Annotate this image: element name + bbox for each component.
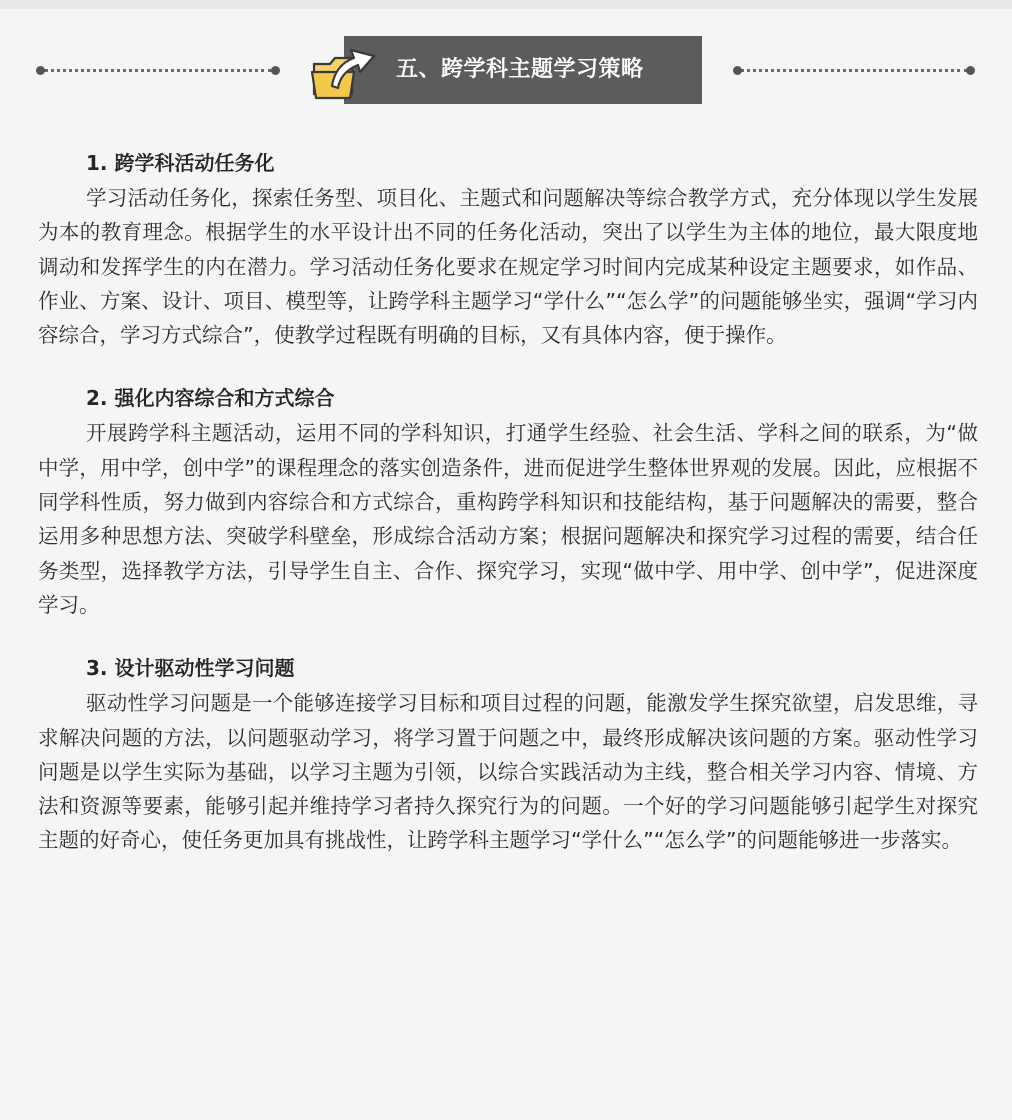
top-strip: [0, 0, 1012, 9]
section-2: [38, 380, 978, 622]
section-heading: 1. 跨学科活动任务化: [86, 151, 275, 175]
right-divider-end-dot: [733, 66, 742, 75]
section-paragraph: 开展跨学科主题活动，运用不同的学科知识，打通学生经验、社会生活、学科之间的联系，为“做中学，用中学，创中学”的课程理念的落实创造条件，进而促进学生整体世界观的发展。因此，应根据不同学科性质，努力做到内容综合和方式综合，重构跨学科知识和技能结构，基于问题解决的需要，整合运用多种思想方法、突破学科壁垒，形成综合活动方案；根据问题解决和探究学习过程的需要，结合任务类型，选择教学方法，引导学生自主、合作、探究学习，实现“做中学、用中学、创中学”，促进深度学习。: [38, 421, 978, 617]
section-3: [38, 650, 978, 857]
page-title: 五、跨学科主题学习策略: [396, 57, 644, 82]
section-paragraph: 驱动性学习问题是一个能够连接学习目标和项目过程的问题，能激发学生探究欲望，启发思维，寻求解决问题的方法，以问题驱动学习，将学习置于问题之中，最终形成解决该问题的方案。驱动性学习问题是以学生实际为基础，以学习主题为引领，以综合实践活动为主线，整合相关学习内容、情境、方法和资源等要素，能够引起并维持学习者持久探究行为的问题。一个好的学习问题能够引起学生对探究主题的好奇心，使任务更加具有挑战性，让跨学科主题学习“学什么”“怎么学”的问题能够进一步落实。: [38, 691, 978, 853]
section-heading: 3. 设计驱动性学习问题: [86, 656, 295, 681]
left-dotted-divider: [44, 69, 272, 72]
article-content: [38, 145, 978, 886]
right-dotted-divider: [740, 69, 968, 72]
left-divider-end-dot: [36, 66, 45, 75]
section-heading: 2. 强化内容综合和方式综合: [86, 386, 335, 411]
left-divider-end-dot: [271, 66, 280, 75]
section-paragraph: 学习活动任务化，探索任务型、项目化、主题式和问题解决等综合教学方式，充分体现以学生发展为本的教育理念。根据学生的水平设计出不同的任务化活动，突出了以学生为主体的地位，最大限度地调动和发挥学生的内在潜力。学习活动任务化要求在规定学习时间内完成某种设定主题要求，如作品、作业、方案、设计、项目、模型等，让跨学科主题学习“学什么”“怎么学”的问题能够坐实，强调“学习内容综合，学习方式综合”，使教学过程既有明确的目标，又有具体内容，便于操作。: [38, 186, 978, 348]
folder-arrow-icon: [308, 42, 382, 104]
section-header: [0, 28, 1012, 108]
right-divider-end-dot: [966, 66, 975, 75]
section-1: [38, 145, 978, 352]
